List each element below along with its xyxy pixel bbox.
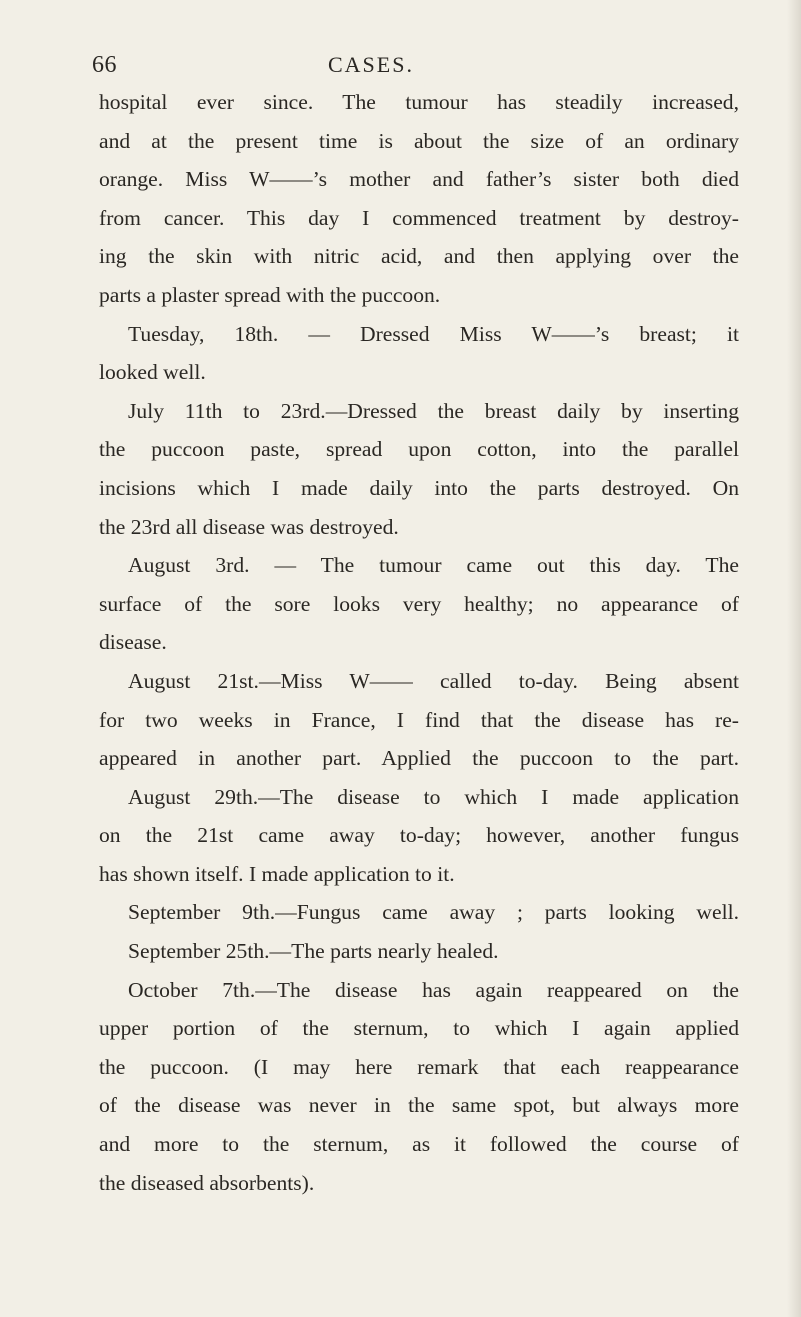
text-line: hospital ever since. The tumour has steadily increased, <box>99 90 739 114</box>
text-line: September 25th.—The parts nearly healed. <box>128 939 499 964</box>
body-text <box>99 83 739 1202</box>
text-line: August 29th.—The disease to which I made application <box>128 784 739 809</box>
text-line: August 21st.—Miss W—— called to-day. Being absent <box>128 668 739 693</box>
text-line: on the 21st came away to-day; however, another fungus <box>99 823 739 848</box>
text-line: upper portion of the sternum, to which I again applied <box>99 1016 739 1041</box>
text-line: Tuesday, 18th. — Dressed Miss W——’s breast; it <box>128 321 739 346</box>
text-line: the puccoon. (I may here remark that each reappearance <box>99 1054 739 1079</box>
text-line: orange. Miss W——’s mother and father’s sister both died <box>99 167 739 192</box>
text-line: from cancer. This day I commenced treatment by destroy- <box>99 205 739 230</box>
text-line: and at the present time is about the size of an ordinary <box>99 128 739 153</box>
text-line: incisions which I made daily into the parts destroyed. On <box>99 475 739 500</box>
running-head: CASES. <box>328 52 414 77</box>
text-line: surface of the sore looks very healthy; no appearance of <box>99 591 739 616</box>
text-line: September 9th.—Fungus came away ; parts looking well. <box>128 900 739 925</box>
text-line: and more to the sternum, as it followed the course of <box>99 1132 739 1157</box>
text-line: appeared in another part. Applied the puccoon to the part. <box>99 746 739 771</box>
text-line: the puccoon paste, spread upon cotton, into the parallel <box>99 437 739 462</box>
page-header <box>92 52 732 84</box>
page-edge-shadow <box>787 0 801 1317</box>
text-line: October 7th.—The disease has again reappeared on the <box>128 977 739 1002</box>
text-line: ing the skin with nitric acid, and then applying over the <box>99 244 739 269</box>
text-line: has shown itself. I made application to it. <box>99 861 455 886</box>
page-number: 66 <box>92 52 117 78</box>
text-line: looked well. <box>99 360 206 385</box>
text-line: July 11th to 23rd.—Dressed the breast daily by inserting <box>128 398 739 423</box>
text-line: the diseased absorbents). <box>99 1170 315 1195</box>
text-line: parts a plaster spread with the puccoon. <box>99 282 441 307</box>
text-line: of the disease was never in the same spot, but always more <box>99 1093 739 1118</box>
text-line: disease. <box>99 630 167 655</box>
text-line: for two weeks in France, I find that the disease has re- <box>99 707 739 732</box>
text-line: the 23rd all disease was destroyed. <box>99 514 399 539</box>
text-line: August 3rd. — The tumour came out this day. The <box>128 553 739 578</box>
